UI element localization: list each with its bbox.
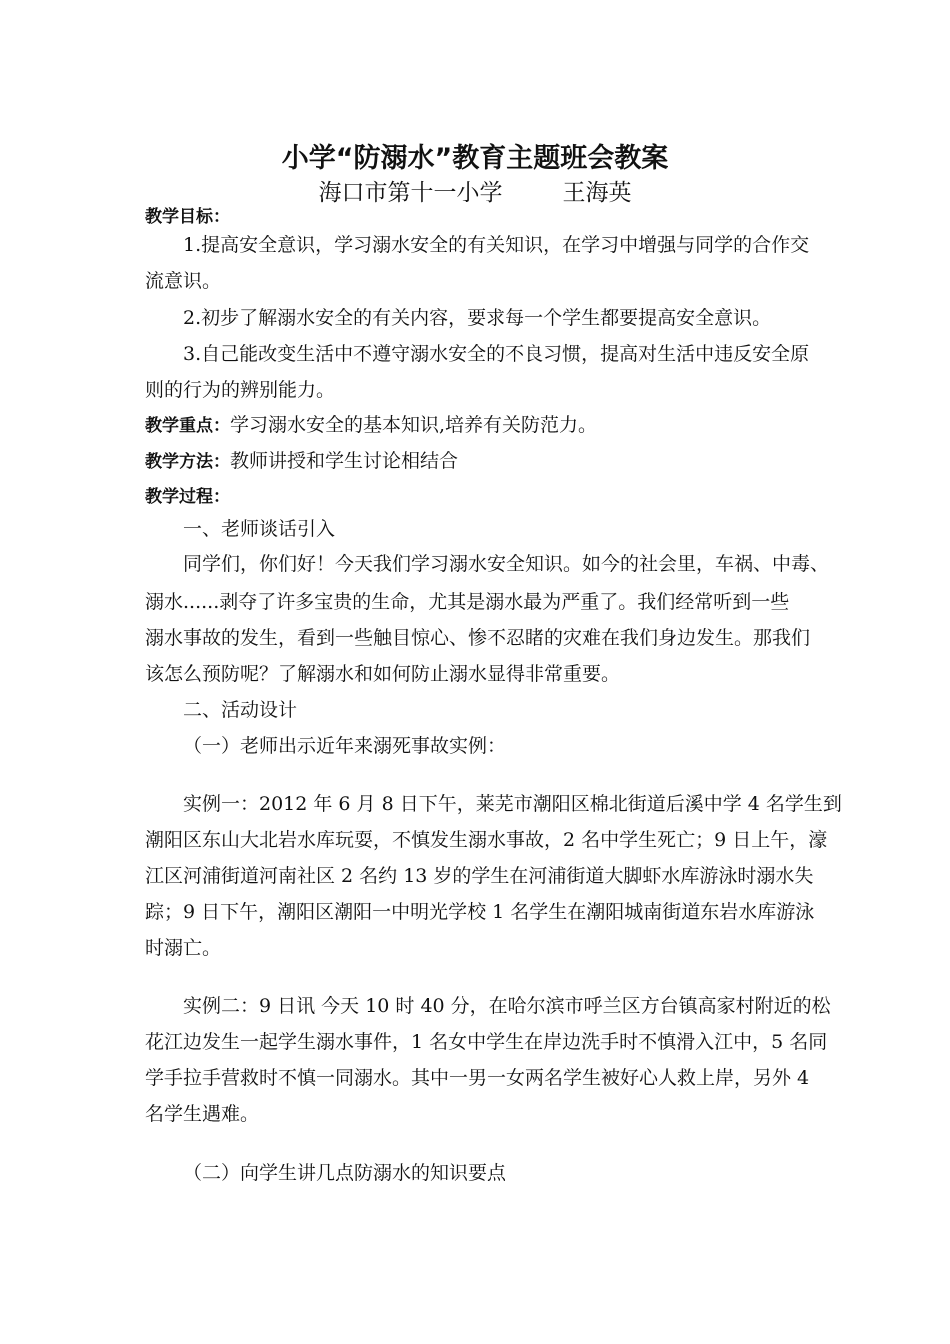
goal-1-line-2: 流意识。 <box>145 270 222 292</box>
section-1-heading: 一、老师谈话引入 <box>183 518 336 540</box>
method-row <box>145 448 815 475</box>
focus-heading: 教学重点： <box>145 416 230 436</box>
example-1-line-4: 踪；9 日下午，潮阳区潮阳一中明光学校 1 名学生在潮阳城南街道东岩水库游泳 <box>145 901 815 923</box>
goal-3-line-1: 3.自己能改变生活中不遵守溺水安全的不良习惯，提高对生活中违反安全原 <box>183 343 810 365</box>
example-1-line-1: 实例一：2012 年 6 月 8 日下午，莱芜市潮阳区棉北街道后溪中学 4 名学生到 <box>183 793 842 815</box>
author-name: 王海英 <box>562 180 632 206</box>
intro-line-1: 同学们，你们好！今天我们学习溺水安全知识。如今的社会里，车祸、中毒、 <box>183 553 830 575</box>
method-text: 教师讲授和学生讨论相结合 <box>230 450 459 472</box>
document-subtitle <box>0 174 950 207</box>
example-2-line-3: 学手拉手营救时不慎一同溺水。其中一男一女两名学生被好心人救上岸，另外 4 <box>145 1067 810 1089</box>
intro-line-3: 溺水事故的发生，看到一些触目惊心、惨不忍睹的灾难在我们身边发生。那我们 <box>145 627 811 649</box>
intro-line-4: 该怎么预防呢？了解溺水和如何防止溺水显得非常重要。 <box>145 663 621 685</box>
example-1-line-3: 江区河浦街道河南社区 2 名约 13 岁的学生在河浦街道大脚虾水库游泳时溺水失 <box>145 865 814 887</box>
focus-text: 学习溺水安全的基本知识,培养有关防范力。 <box>230 414 598 436</box>
goals-heading: 教学目标： <box>145 207 230 227</box>
goal-3-line-2: 则的行为的辨别能力。 <box>145 379 336 401</box>
section-2-heading: 二、活动设计 <box>183 699 298 721</box>
intro-line-2: 溺水......剥夺了许多宝贵的生命，尤其是溺水最为严重了。我们经常听到一些 <box>145 591 790 613</box>
school-name: 海口市第十一小学 <box>318 180 503 206</box>
subsection-1-heading: （一）老师出示近年来溺死事故实例： <box>183 735 507 757</box>
example-2-line-4: 名学生遇难。 <box>145 1103 260 1125</box>
example-1-line-5: 时溺亡。 <box>145 937 222 959</box>
subsection-2-heading: （二）向学生讲几点防溺水的知识要点 <box>183 1162 507 1184</box>
document-title: 小学“防溺水”教育主题班会教案 <box>281 143 669 174</box>
example-1-line-2: 潮阳区东山大北岩水库玩耍，不慎发生溺水事故，2 名中学生死亡；9 日上午，濠 <box>145 829 828 851</box>
goal-2: 2.初步了解溺水安全的有关内容，要求每一个学生都要提高安全意识。 <box>183 307 772 329</box>
example-2-line-2: 花江边发生一起学生溺水事件，1 名女中学生在岸边洗手时不慎滑入江中，5 名同 <box>145 1031 828 1053</box>
focus-row <box>145 412 815 439</box>
example-2-line-1: 实例二：9 日讯 今天 10 时 40 分，在哈尔滨市呼兰区方台镇高家村附近的松 <box>183 995 831 1017</box>
process-heading: 教学过程： <box>145 487 230 507</box>
goal-1-line-1: 1.提高安全意识，学习溺水安全的有关知识，在学习中增强与同学的合作交 <box>183 234 810 256</box>
method-heading: 教学方法： <box>145 452 230 472</box>
